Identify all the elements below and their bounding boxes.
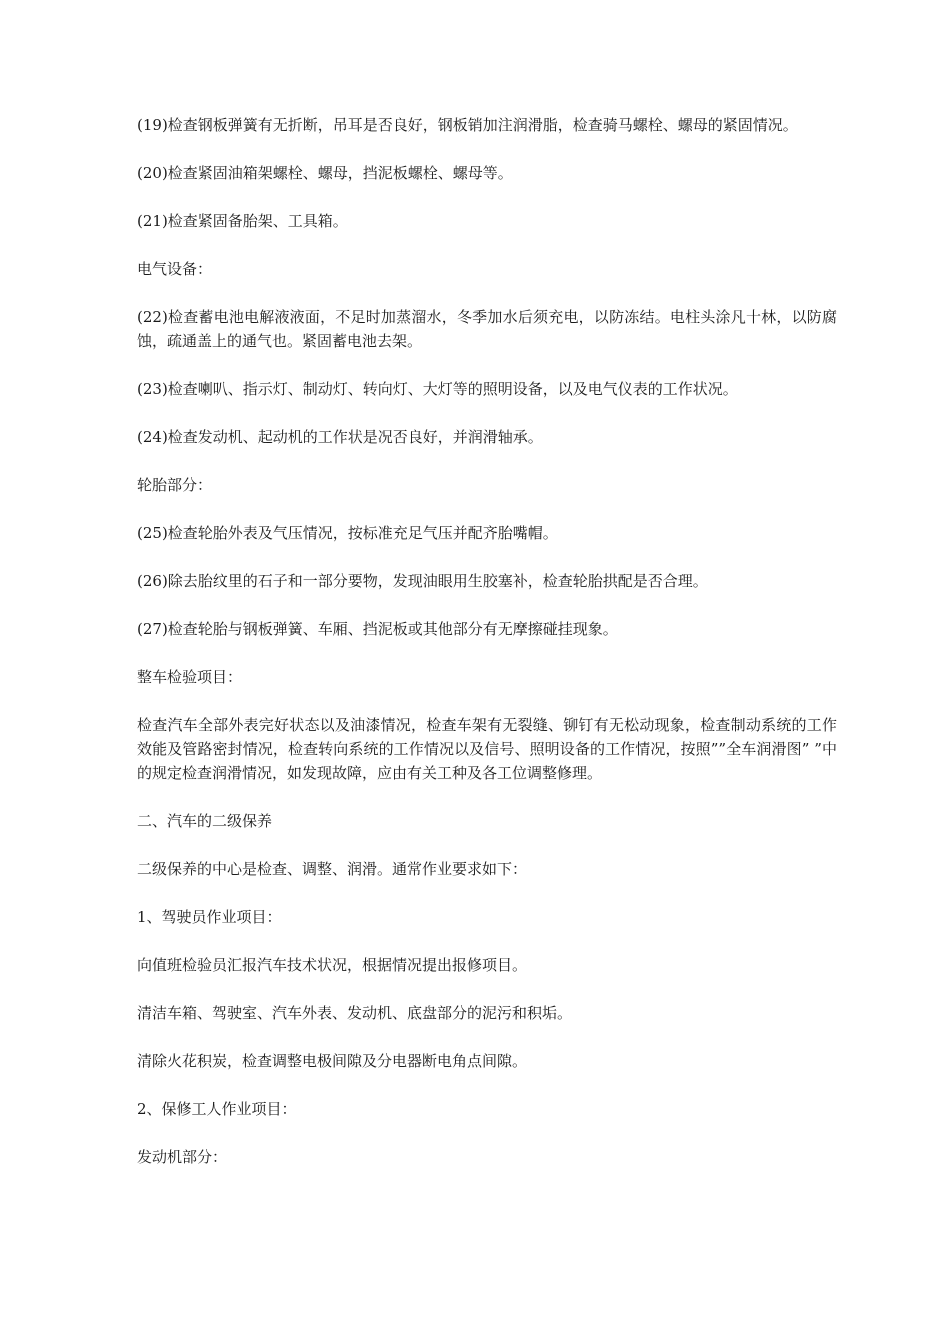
section-heading-electrical: 电气设备： xyxy=(137,260,213,278)
paragraph-24: (24)检查发动机、起动机的工作状是况否良好，并润滑轴承。 xyxy=(137,428,543,446)
paragraph-22: (22)检查蓄电池电解液液面，不足时加蒸溜水，冬季加水后须充电，以防冻结。电柱头涂凡十林，以防腐蚀，疏通盖上的通气也。紧固蓄电池去架。 xyxy=(137,308,837,350)
section-heading-engine: 发动机部分： xyxy=(137,1148,228,1166)
paragraph-driver-report: 向值班检验员汇报汽车技术状况，根据情况提出报修项目。 xyxy=(137,956,528,974)
paragraph-19: (19)检查钢板弹簧有无折断，吊耳是否良好，钢板销加注润滑脂，检查骑马螺栓、螺母的紧固情况。 xyxy=(137,116,798,134)
paragraph-21: (21)检查紧固备胎架、工具箱。 xyxy=(137,212,348,230)
section-heading-level2-maintenance: 二、汽车的二级保养 xyxy=(137,812,273,830)
paragraph-driver-spark: 清除火花积炭，检查调整电极间隙及分电器断电角点间隙。 xyxy=(137,1052,528,1070)
section-heading-tires: 轮胎部分： xyxy=(137,476,213,494)
subheading-driver-items: 1、驾驶员作业项目： xyxy=(137,908,282,926)
paragraph-25: (25)检查轮胎外表及气压情况，按标准充足气压并配齐胎嘴帽。 xyxy=(137,524,558,542)
paragraph-23: (23)检查喇叭、指示灯、制动灯、转向灯、大灯等的照明设备，以及电气仪表的工作状况。 xyxy=(137,380,738,398)
subheading-mechanic-items: 2、保修工人作业项目： xyxy=(137,1100,297,1118)
section-heading-vehicle-inspection: 整车检验项目： xyxy=(137,668,243,686)
document-body xyxy=(137,113,837,1193)
paragraph-27: (27)检查轮胎与钢板弹簧、车厢、挡泥板或其他部分有无摩擦碰挂现象。 xyxy=(137,620,618,638)
paragraph-26: (26)除去胎纹里的石子和一部分要物，发现油眼用生胶塞补，检查轮胎拱配是否合理。 xyxy=(137,572,708,590)
paragraph-20: (20)检查紧固油箱架螺栓、螺母，挡泥板螺栓、螺母等。 xyxy=(137,164,513,182)
paragraph-driver-clean: 清洁车箱、驾驶室、汽车外表、发动机、底盘部分的泥污和积垢。 xyxy=(137,1004,573,1022)
paragraph-level2-intro: 二级保养的中心是检查、调整、润滑。通常作业要求如下： xyxy=(137,860,528,878)
paragraph-vehicle-inspection: 检查汽车全部外表完好状态以及油漆情况，检查车架有无裂缝、铆钉有无松动现象，检查制动系统的工作效能及管路密封情况，检查转向系统的工作情况以及信号、照明设备的工作情况，按照””全车润滑图” ”中的规定检查润滑情况，如发现故障，应由有关工种及各工位调整修理。 xyxy=(137,716,837,782)
